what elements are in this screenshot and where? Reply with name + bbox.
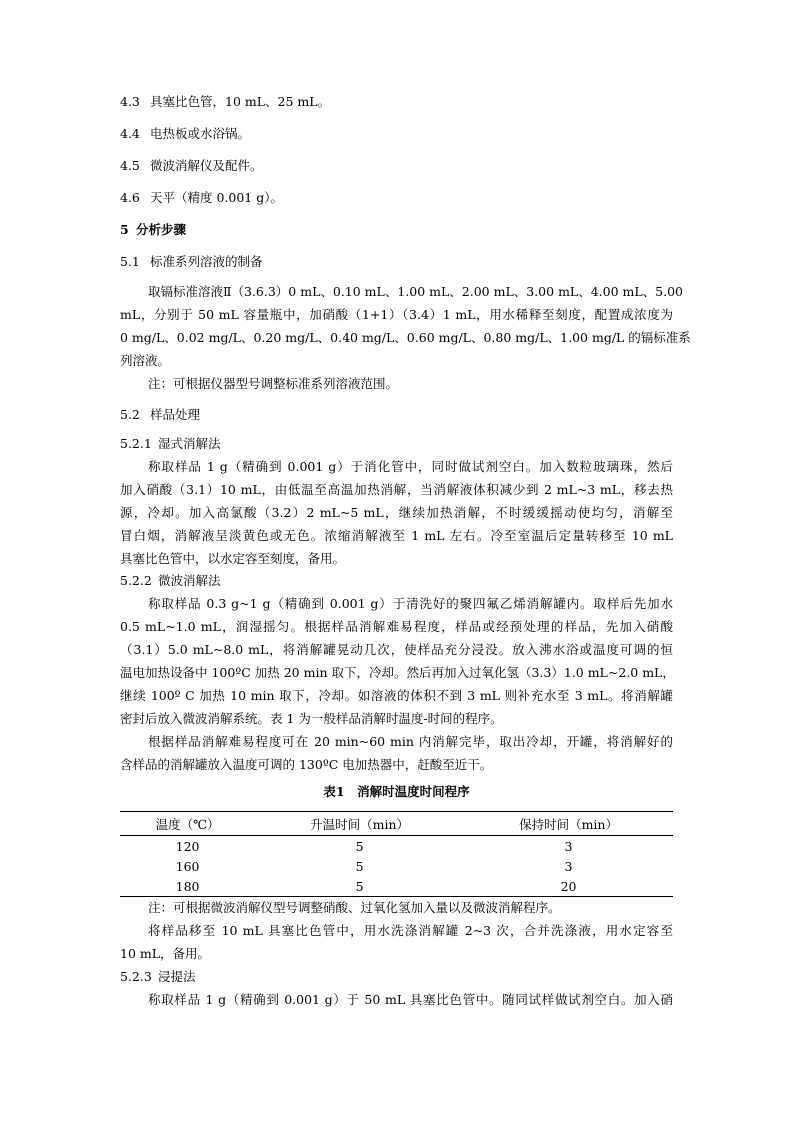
section-5-2-1-heading: 5.2.1 湿式消解法 (120, 436, 221, 451)
table-header-row (120, 812, 673, 836)
table-cell: 160 (175, 858, 200, 874)
paragraph-5-2-1-line: 具塞比色管中，以水定容至刻度，备用。 (120, 551, 346, 566)
column-header: 保持时间（min） (519, 816, 618, 832)
paragraph-5-1-line: 列溶液。 (120, 353, 171, 368)
table-cell: 5 (355, 878, 364, 894)
section-5-2-3-heading: 5.2.3 浸提法 (120, 969, 196, 984)
column-header: 升温时间（min） (310, 816, 410, 832)
table-cell: 5 (355, 858, 364, 874)
paragraph-5-1-line: mL，分别于 50 mL 容量瓶中，加硝酸（1+1）（3.4）1 mL，用水稀释至刻度，配置成浓度为 (120, 307, 673, 322)
table-cell: 20 (560, 878, 577, 894)
column-header: 温度（℃） (155, 816, 220, 832)
table-cell: 5 (355, 838, 364, 854)
note-5-1: 注：可根据仪器型号调整标准系列溶液范围。 (148, 376, 399, 391)
paragraph-5-2-3-line: 称取样品 1 g（精确到 0.001 g）于 50 mL 具塞比色管中。随同试样做试剂空白。加入硝 (148, 992, 673, 1007)
table-row (120, 876, 673, 897)
item-4-3: 4.3 具塞比色管，10 mL、25 mL。 (120, 94, 331, 109)
paragraph-5-2-2-line: 称取样品 0.3 g~1 g（精确到 0.001 g）于清洗好的聚四氟乙烯消解罐内。取样后先加水 (148, 596, 673, 611)
paragraph-5-1-line: 0 mg/L、0.02 mg/L、0.20 mg/L、0.40 mg/L、0.60 mg/L、0.80 mg/L、1.00 mg/L 的镉标准系 (120, 330, 691, 345)
item-4-5: 4.5 微波消解仪及配件。 (120, 158, 263, 173)
table-caption: 表1 消解时温度时间程序 (323, 784, 470, 799)
table-row (120, 856, 673, 876)
paragraph-5-2-2b-line: 根据样品消解难易程度可在 20 min~60 min 内消解完毕，取出冷却，开罐，将消解好的 (148, 734, 673, 749)
paragraph-5-2-2-line: 密封后放入微波消解系统。表 1 为一般样品消解时温度-时间的程序。 (120, 711, 503, 726)
table-cell: 180 (175, 878, 200, 894)
item-4-6: 4.6 天平（精度 0.001 g）。 (120, 190, 283, 205)
paragraph-5-1-line: 取镉标准溶液Ⅱ（3.6.3）0 mL、0.10 mL、1.00 mL、2.00 mL、3.00 mL、4.00 mL、5.00 (148, 284, 684, 299)
paragraph-5-2-1-line: 源，冷却。加入高氯酸（3.2）2 mL~5 mL，继续加热消解，不时缓缓摇动使均匀，消解至 (120, 505, 673, 520)
table-cell: 3 (564, 838, 573, 854)
table-cell: 120 (175, 838, 200, 854)
paragraph-5-2-2b-line: 含样品的消解罐放入温度可调的 130ºC 电加热器中，赶酸至近干。 (120, 757, 493, 772)
section-5-2-heading: 5.2 样品处理 (120, 407, 201, 422)
paragraph-5-2-2-line: 继续 100º C 加热 10 min 取下，冷却。如溶液的体积不到 3 mL 则补充水至 3 mL。将消解罐 (120, 688, 673, 703)
paragraph-after-table-line: 10 mL，备用。 (120, 946, 211, 961)
table-row (120, 836, 673, 857)
paragraph-5-2-2-line: 0.5 mL~1.0 mL，润湿摇匀。根据样品消解难易程度，样品或经预处理的样品，先加入硝酸 (120, 619, 673, 634)
paragraph-after-table-line: 将样品移至 10 mL 具塞比色管中，用水洗涤消解罐 2~3 次，合并洗涤液，用水定容至 (148, 923, 673, 938)
paragraph-5-2-2-line: 温电加热设备中 100ºC 加热 20 min 取下，冷却。然后再加入过氧化氢（3.3）1.0 mL~2.0 mL， (120, 665, 675, 680)
section-5-2-2-heading: 5.2.2 微波消解法 (120, 573, 221, 588)
paragraph-5-2-1-line: 加入硝酸（3.1）10 mL，由低温至高温加热消解，当消解液体积减少到 2 mL~3 mL，移去热 (120, 482, 673, 497)
table-cell: 3 (564, 858, 573, 874)
item-4-4: 4.4 电热板或水浴锅。 (120, 126, 251, 141)
paragraph-5-2-1-line: 称取样品 1 g（精确到 0.001 g）于消化管中，同时做试剂空白。加入数粒玻璃珠，然后 (148, 459, 673, 474)
note-table: 注：可根据微波消解仪型号调整硝酸、过氧化氢加入量以及微波消解程序。 (148, 900, 561, 915)
paragraph-5-2-1-line: 冒白烟，消解液呈淡黄色或无色。浓缩消解液至 1 mL 左右。冷至室温后定量转移至 10 mL (120, 528, 673, 543)
section-5-heading: 5 分析步骤 (120, 222, 187, 237)
section-5-1-heading: 5.1 标准系列溶液的制备 (120, 254, 263, 269)
temperature-program-table (120, 811, 673, 897)
paragraph-5-2-2-line: （3.1）5.0 mL~8.0 mL，将消解罐晃动几次，使样品充分浸没。放入沸水浴或温度可调的恒 (120, 642, 673, 657)
